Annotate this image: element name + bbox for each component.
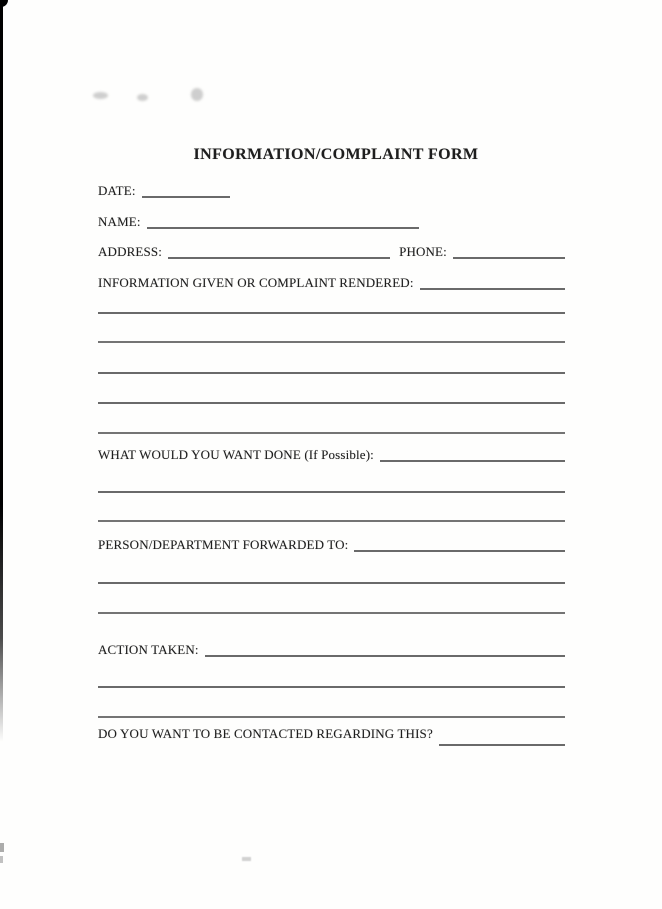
scan-smudge — [242, 857, 251, 861]
address-fill-line[interactable] — [168, 244, 390, 259]
scan-smudge — [137, 94, 148, 101]
writing-line[interactable] — [98, 491, 565, 493]
forwarded-value — [354, 537, 565, 550]
phone-label: PHONE: — [399, 244, 447, 259]
writing-line[interactable] — [98, 520, 565, 522]
phone-fill-line[interactable] — [453, 244, 565, 259]
date-row — [98, 183, 565, 198]
scan-smudge — [0, 843, 4, 852]
action-fill-line[interactable] — [205, 642, 565, 657]
information-fill-line[interactable] — [420, 275, 565, 290]
name-label: NAME: — [98, 214, 141, 229]
scan-left-edge-artifact — [0, 0, 3, 742]
want-done-row — [98, 447, 565, 462]
contact-fill-line[interactable] — [439, 731, 565, 746]
scan-smudge — [0, 856, 3, 863]
writing-line[interactable] — [98, 341, 565, 343]
writing-line[interactable] — [98, 372, 565, 374]
address-label: ADDRESS: — [98, 244, 163, 259]
writing-line[interactable] — [98, 686, 565, 688]
phone-value — [453, 244, 565, 257]
writing-line[interactable] — [98, 312, 565, 314]
action-value — [205, 642, 565, 655]
writing-line[interactable] — [98, 432, 565, 434]
contact-row — [98, 726, 565, 741]
form-title: INFORMATION/COMPLAINT FORM — [193, 146, 479, 163]
action-label: ACTION TAKEN: — [98, 642, 199, 657]
information-row — [98, 275, 565, 290]
contact-value — [439, 731, 565, 744]
address-value — [168, 244, 390, 257]
writing-line[interactable] — [98, 582, 565, 584]
writing-line[interactable] — [98, 716, 565, 718]
date-fill-line[interactable] — [142, 183, 230, 198]
forwarded-fill-line[interactable] — [354, 537, 565, 552]
forwarded-label: PERSON/DEPARTMENT FORWARDED TO: — [98, 537, 349, 552]
name-value — [147, 214, 419, 227]
writing-line[interactable] — [98, 612, 565, 614]
date-label: DATE: — [98, 183, 136, 198]
information-value — [420, 275, 565, 288]
name-fill-line[interactable] — [147, 214, 419, 229]
action-row — [98, 642, 565, 657]
scan-smudge — [93, 92, 108, 99]
scan-corner-artifact — [0, 0, 8, 7]
information-label: INFORMATION GIVEN OR COMPLAINT RENDERED: — [98, 275, 414, 290]
address-phone-row — [98, 244, 565, 259]
want-done-fill-line[interactable] — [380, 447, 565, 462]
forwarded-row — [98, 537, 565, 552]
date-value — [142, 183, 230, 196]
want-done-label: WHAT WOULD YOU WANT DONE (If Possible): — [98, 447, 374, 462]
contact-label: DO YOU WANT TO BE CONTACTED REGARDING THIS? — [98, 726, 433, 741]
writing-line[interactable] — [98, 402, 565, 404]
scan-smudge — [191, 88, 203, 101]
want-done-value — [380, 447, 565, 460]
name-row — [98, 214, 565, 229]
